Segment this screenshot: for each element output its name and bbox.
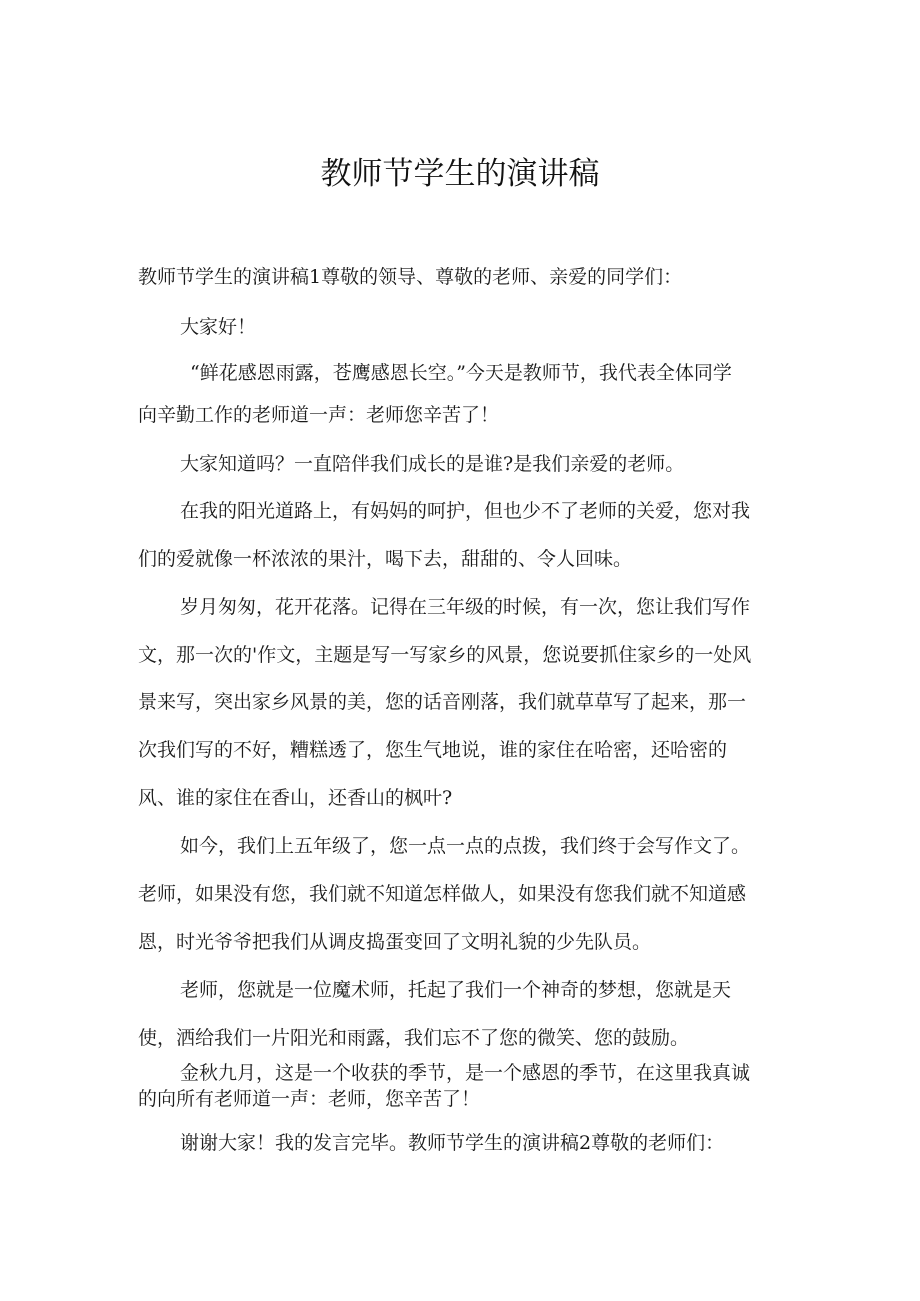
paragraph-line: 们的爱就像一杯浓浓的果汁，喝下去，甜甜的、令人回味。 bbox=[138, 548, 633, 570]
paragraph-line: 恩，时光爷爷把我们从调皮捣蛋变回了文明礼貌的少先队员。 bbox=[138, 931, 652, 953]
paragraph-line: 金秋九月，这是一个收获的季节，是一个感恩的季节，在这里我真诚 bbox=[180, 1062, 751, 1084]
paragraph-line: 岁月匆匆，花开花落。记得在三年级的时候，有一次，您让我们写作 bbox=[180, 596, 751, 618]
paragraph-line: 教师节学生的演讲稿1尊敬的领导、尊敬的老师、亲爱的同学们： bbox=[138, 266, 683, 288]
paragraph-line: 使，洒给我们一片阳光和雨露，我们忘不了您的微笑、您的鼓励。 bbox=[138, 1027, 690, 1049]
paragraph-line: “鲜花感恩雨露，苍鹰感恩长空。”今天是教师节，我代表全体同学 bbox=[190, 362, 732, 384]
document-title: 教师节学生的演讲稿 bbox=[320, 156, 600, 192]
paragraph-line: 景来写，突出家乡风景的美，您的话音刚落，我们就草草写了起来，那一 bbox=[138, 691, 747, 713]
paragraph-line: 的向所有老师道一声：老师，您辛苦了！ bbox=[138, 1088, 481, 1110]
paragraph-line: 次我们写的不好，糟糕透了，您生气地说，谁的家住在哈密，还哈密的 bbox=[138, 739, 728, 761]
paragraph-line: 老师，您就是一位魔术师，托起了我们一个神奇的梦想，您就是天 bbox=[180, 979, 732, 1001]
paragraph-line: 向辛勤工作的老师道一声：老师您辛苦了！ bbox=[138, 404, 500, 426]
paragraph-line: 文，那一次的'作文，主题是写一写家乡的风景，您说要抓住家乡的一处风 bbox=[138, 644, 752, 666]
paragraph-line: 在我的阳光道路上，有妈妈的呵护，但也少不了老师的关爱，您对我 bbox=[180, 500, 751, 522]
paragraph-line: 老师，如果没有您，我们就不知道怎样做人，如果没有您我们就不知道感 bbox=[138, 883, 747, 905]
paragraph-line: 如今，我们上五年级了，您一点一点的点拨，我们终于会写作文了。 bbox=[180, 835, 751, 857]
paragraph-line: 大家知道吗？一直陪伴我们成长的是谁?是我们亲爱的老师。 bbox=[180, 453, 685, 475]
paragraph-line: 谢谢大家！我的发言完毕。教师节学生的演讲稿2尊敬的老师们： bbox=[180, 1132, 725, 1154]
paragraph-line: 风、谁的家住在香山，还香山的枫叶? bbox=[138, 787, 453, 809]
paragraph-line: 大家好！ bbox=[180, 316, 257, 338]
